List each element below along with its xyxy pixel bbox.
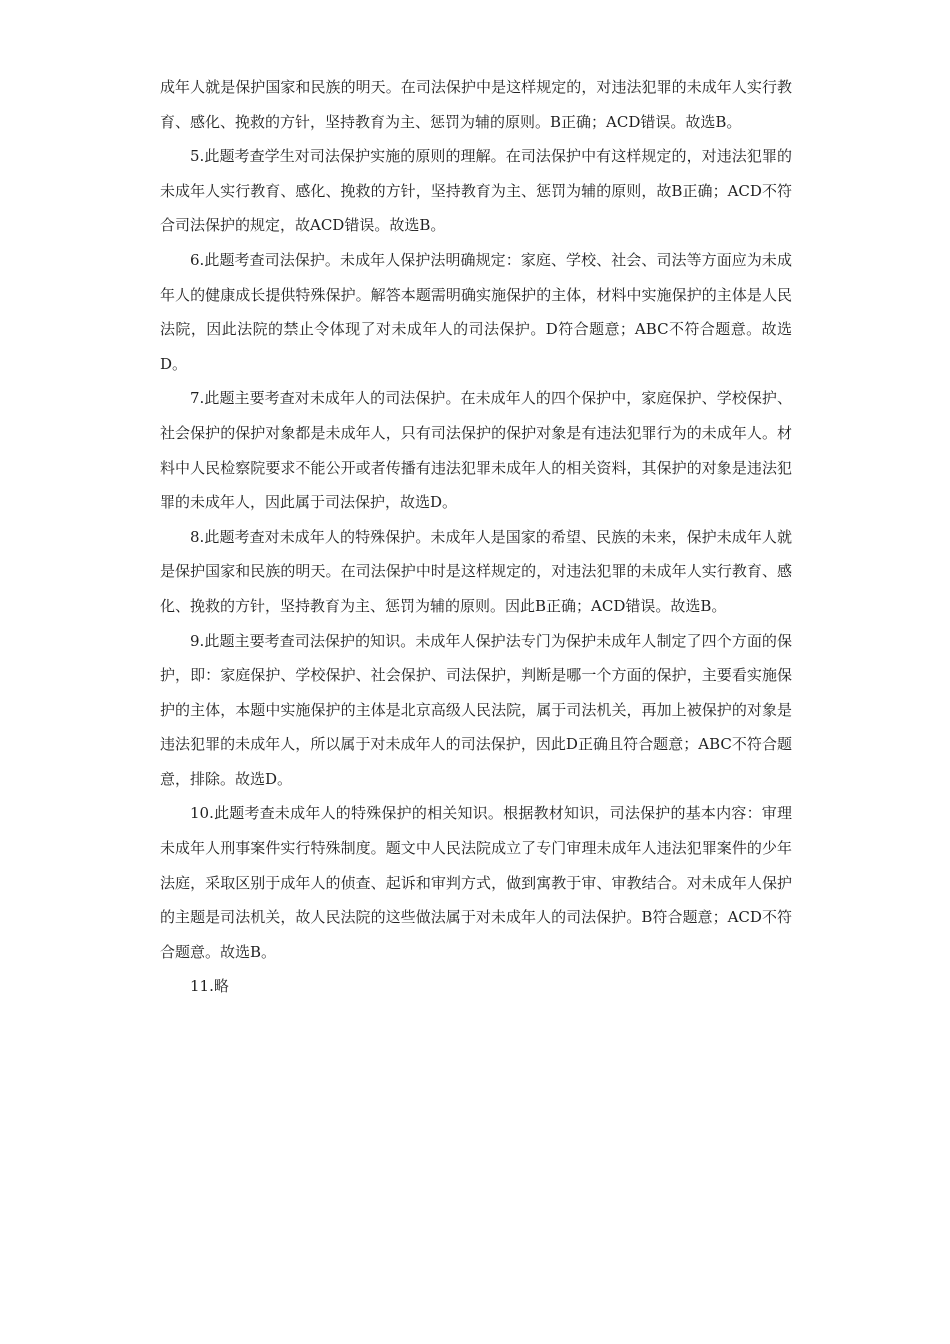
paragraph-answer-9: 9.此题主要考查司法保护的知识。未成年人保护法专门为保护未成年人制定了四个方面的保护，即：家庭保护、学校保护、社会保护、司法保护，判断是哪一个方面的保护，主要看实施保护的主体，本题中实施保护的主体是北京高级人民法院，属于司法机关，再加上被保护的对象是违法犯罪的未成年人，所以属于对未成年人的司法保护，因此D正确且符合题意；ABC不符合题意，排除。故选D。 <box>160 631 792 788</box>
paragraph-answer-8: 8.此题考查对未成年人的特殊保护。未成年人是国家的希望、民族的未来，保护未成年人就是保护国家和民族的明天。在司法保护中时是这样规定的，对违法犯罪的未成年人实行教育、感化、挽救的方针，坚持教育为主、惩罚为辅的原则。因此B正确；ACD错误。故选B。 <box>160 527 792 615</box>
paragraph-answer-11: 11.略 <box>190 977 229 996</box>
paragraph-answer-6: 6.此题考查司法保护。未成年人保护法明确规定：家庭、学校、社会、司法等方面应为未成年人的健康成长提供特殊保护。解答本题需明确实施保护的主体，材料中实施保护的主体是人民法院，因此法院的禁止令体现了对未成年人的司法保护。D符合题意；ABC不符合题意。故选D。 <box>160 250 792 373</box>
paragraph-answer-7: 7.此题主要考查对未成年人的司法保护。在未成年人的四个保护中，家庭保护、学校保护、社会保护的保护对象都是未成年人，只有司法保护的保护对象是有违法犯罪行为的未成年人。材料中人民检察院要求不能公开或者传播有违法犯罪未成年人的相关资料，其保护的对象是违法犯罪的未成年人，因此属于司法保护，故选D。 <box>160 389 792 512</box>
paragraph-answer-5: 5.此题考查学生对司法保护实施的原则的理解。在司法保护中有这样规定的，对违法犯罪的未成年人实行教育、感化、挽救的方针，坚持教育为主、惩罚为辅的原则，故B正确；ACD不符合司法保护的规定，故ACD错误。故选B。 <box>160 147 792 235</box>
document-page <box>160 70 792 1004</box>
paragraph-answer-10: 10.此题考查未成年人的特殊保护的相关知识。根据教材知识，司法保护的基本内容：审理未成年人刑事案件实行特殊制度。题文中人民法院成立了专门审理未成年人违法犯罪案件的少年法庭，采取区别于成年人的侦查、起诉和审判方式，做到寓教于审、审教结合。对未成年人保护的主题是司法机关，故人民法院的这些做法属于对未成年人的司法保护。B符合题意；ACD不符合题意。故选B。 <box>160 804 792 961</box>
paragraph-answer-4-continued: 成年人就是保护国家和民族的明天。在司法保护中是这样规定的，对违法犯罪的未成年人实行教育、感化、挽救的方针，坚持教育为主、惩罚为辅的原则。B正确；ACD错误。故选B。 <box>160 78 792 131</box>
